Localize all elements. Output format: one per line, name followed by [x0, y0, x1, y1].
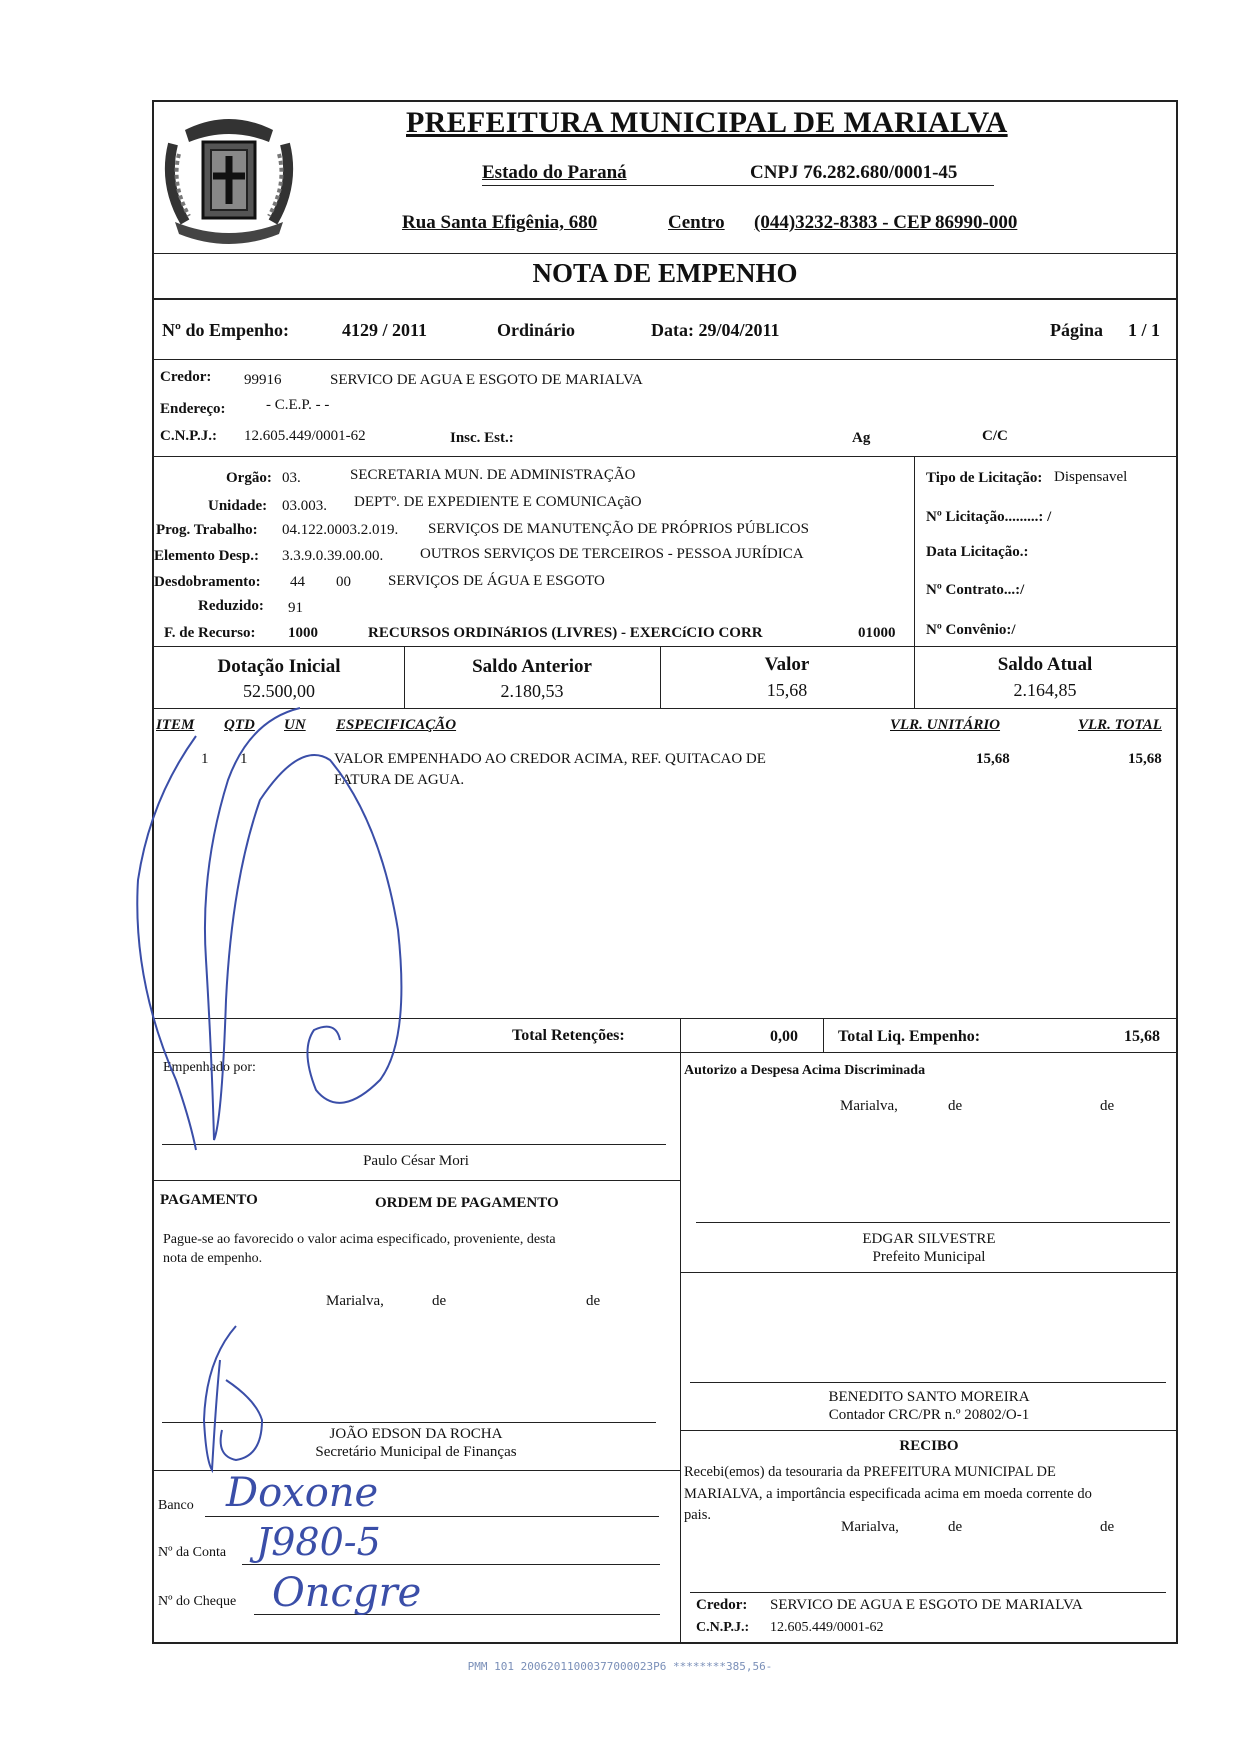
saldo-anterior-label: Saldo Anterior — [472, 656, 592, 677]
pagamento-de2: de — [586, 1293, 601, 1309]
recibo-text-line1: Recebi(emos) da tesouraria da PREFEITURA MUNICIPAL DE — [684, 1464, 1056, 1480]
contador-role: Contador CRC/PR n.º 20802/O-1 — [828, 1407, 1030, 1423]
credor-label: Credor: — [160, 369, 212, 385]
unidade-label: Unidade: — [208, 498, 268, 514]
municipality-title: PREFEITURA MUNICIPAL DE MARIALVA — [406, 106, 1008, 139]
prefeito-role: Prefeito Municipal — [872, 1249, 986, 1265]
saldo-atual-label: Saldo Atual — [997, 654, 1093, 675]
contador-name: BENEDITO SANTO MOREIRA — [828, 1389, 1030, 1405]
elemento-label: Elemento Desp.: — [154, 548, 259, 564]
secretario-name: JOÃO EDSON DA ROCHA — [329, 1426, 503, 1442]
recibo-label: RECIBO — [899, 1438, 959, 1454]
valor-label: Valor — [764, 654, 810, 675]
elemento-code: 3.3.9.0.39.00.00. — [282, 548, 384, 564]
autorizo-de1: de — [948, 1098, 963, 1114]
item-qtd: 1 — [240, 751, 248, 767]
saldo-atual-value: 2.164,85 — [1013, 680, 1077, 700]
pagamento-de1: de — [432, 1293, 447, 1309]
saldo-anterior-value: 2.180,53 — [500, 681, 564, 701]
unidade-code: 03.003. — [282, 498, 327, 514]
page-number: 1 / 1 — [1128, 320, 1161, 340]
pagamento-text-line1: Pague-se ao favorecido o valor acima especificado, proveniente, desta — [163, 1232, 556, 1247]
conta-corrente-label: C/C — [982, 428, 1008, 444]
item-vlr-total: 15,68 — [1128, 751, 1162, 767]
banco-label: Banco — [158, 1498, 194, 1513]
tipo-licitacao-value: Dispensavel — [1054, 469, 1128, 485]
handwritten-banco: Doxone — [226, 1470, 379, 1516]
reduzido-label: Reduzido: — [198, 598, 264, 614]
empenhado-por-name: Paulo César Mori — [363, 1153, 469, 1169]
recibo-text-line3: pais. — [684, 1507, 711, 1523]
valor-value: 15,68 — [766, 680, 808, 700]
items-col-item: ITEM — [156, 717, 195, 733]
data-licitacao: Data Licitação.: — [926, 544, 1029, 560]
pagamento-text-line2: nota de empenho. — [163, 1251, 263, 1266]
desdobramento-label: Desdobramento: — [154, 574, 261, 590]
address-street: Rua Santa Efigênia, 680 — [402, 212, 598, 233]
empenho-number: 4129 / 2011 — [342, 320, 428, 340]
item-vlr-unitario: 15,68 — [976, 751, 1010, 767]
orgao-name: SECRETARIA MUN. DE ADMINISTRAÇÃO — [350, 467, 636, 483]
page-label: Página — [1050, 320, 1104, 340]
prog-trabalho-label: Prog. Trabalho: — [156, 522, 258, 538]
item-number: 1 — [201, 751, 209, 767]
desdobramento-name: SERVIÇOS DE ÁGUA E ESGOTO — [388, 573, 605, 589]
recibo-cnpj-label: C.N.P.J.: — [696, 1620, 750, 1635]
fonte-recurso-code: 1000 — [288, 625, 318, 641]
dotacao-inicial-label: Dotação Inicial — [217, 656, 341, 677]
fonte-recurso-code2: 01000 — [858, 625, 896, 641]
ordem-pagamento-label: ORDEM DE PAGAMENTO — [375, 1195, 559, 1211]
recibo-text-line2: MARIALVA, a importância especificada acima em moeda corrente do — [684, 1486, 1092, 1502]
items-col-vlr-unitario: VLR. UNITÁRIO — [890, 717, 1001, 733]
total-liquido-label: Total Liq. Empenho: — [838, 1028, 981, 1045]
prefeito-name: EDGAR SILVESTRE — [862, 1231, 996, 1247]
pagamento-city: Marialva, — [326, 1293, 384, 1309]
prog-trabalho-code: 04.122.0003.2.019. — [282, 522, 399, 538]
desdobramento-code1: 44 — [290, 574, 305, 590]
items-col-un: UN — [284, 717, 306, 733]
coat-of-arms-seal — [155, 104, 303, 250]
credor-name: SERVICO DE AGUA E ESGOTO DE MARIALVA — [330, 372, 643, 388]
secretario-role: Secretário Municipal de Finanças — [315, 1444, 517, 1460]
insc-est-label: Insc. Est.: — [450, 430, 514, 446]
credor-cnpj: 12.605.449/0001-62 — [244, 428, 366, 444]
items-col-vlr-total: VLR. TOTAL — [1078, 717, 1162, 733]
autorizo-de2: de — [1100, 1098, 1115, 1114]
handwritten-conta: J980-5 — [256, 1520, 381, 1564]
orgao-label: Orgão: — [226, 470, 272, 486]
state-name: Estado do Paraná — [482, 162, 627, 183]
numero-contrato: Nº Contrato...:/ — [926, 582, 1025, 598]
recibo-de2: de — [1100, 1519, 1115, 1535]
unidade-name: DEPTº. DE EXPEDIENTE E COMUNICAçãO — [354, 494, 642, 510]
items-col-especificacao: ESPECIFICAÇÃO — [336, 717, 457, 733]
total-liquido-value: 15,68 — [1124, 1028, 1160, 1045]
address-phone-cep: (044)3232-8383 - CEP 86990-000 — [754, 212, 1018, 233]
recibo-cnpj: 12.605.449/0001-62 — [770, 1620, 884, 1635]
recibo-credor-name: SERVICO DE AGUA E ESGOTO DE MARIALVA — [770, 1597, 1083, 1613]
document-title: NOTA DE EMPENHO — [532, 258, 798, 288]
conta-label: Nº da Conta — [158, 1545, 227, 1560]
empenho-type: Ordinário — [497, 320, 576, 340]
agencia-label: Ag — [852, 430, 871, 446]
item-desc-line2: FATURA DE AGUA. — [334, 772, 465, 788]
prog-trabalho-name: SERVIÇOS DE MANUTENÇÃO DE PRÓPRIOS PÚBLICOS — [428, 521, 809, 537]
numero-convenio: Nº Convênio:/ — [926, 622, 1016, 638]
cnpj-prefeitura: CNPJ 76.282.680/0001-45 — [750, 162, 958, 183]
dotacao-inicial-value: 52.500,00 — [243, 681, 315, 701]
item-desc-line1: VALOR EMPENHADO AO CREDOR ACIMA, REF. QUITACAO DE — [334, 751, 766, 767]
empenho-number-label: Nº do Empenho: — [162, 320, 289, 340]
handwritten-cheque: Oncgre — [272, 1570, 422, 1616]
empenho-date: Data: 29/04/2011 — [651, 320, 780, 340]
fonte-recurso-name: RECURSOS ORDINáRIOS (LIVRES) - EXERCíCIO CORR — [368, 625, 763, 641]
fonte-recurso-label: F. de Recurso: — [164, 625, 256, 641]
total-retencoes-label: Total Retenções: — [512, 1027, 625, 1044]
orgao-code: 03. — [282, 470, 301, 486]
pagamento-label: PAGAMENTO — [160, 1192, 258, 1208]
endereco-label: Endereço: — [160, 401, 226, 417]
recibo-credor-label: Credor: — [696, 1597, 748, 1613]
empenhado-por-label: Empenhado por: — [163, 1060, 256, 1075]
recibo-city: Marialva, — [841, 1519, 899, 1535]
credor-code: 99916 — [244, 372, 282, 388]
reduzido-value: 91 — [288, 600, 303, 616]
desdobramento-code2: 00 — [336, 574, 351, 590]
credor-cnpj-label: C.N.P.J.: — [160, 428, 217, 444]
cheque-label: Nº do Cheque — [158, 1594, 237, 1609]
footer-print-code: PMM 101 20062011000377000023P6 ********385,56- — [467, 1660, 773, 1673]
items-col-qtd: QTD — [224, 717, 255, 733]
tipo-licitacao-label: Tipo de Licitação: — [926, 470, 1043, 486]
endereco-value: - C.E.P. - - — [266, 397, 330, 413]
numero-licitacao: Nº Licitação.........: / — [926, 509, 1052, 525]
recibo-de1: de — [948, 1519, 963, 1535]
elemento-name: OUTROS SERVIÇOS DE TERCEIROS - PESSOA JURÍDICA — [420, 546, 804, 562]
address-district: Centro — [668, 212, 725, 233]
total-retencoes-value: 0,00 — [770, 1028, 798, 1045]
autorizo-city: Marialva, — [840, 1098, 898, 1114]
autorizo-label: Autorizo a Despesa Acima Discriminada — [684, 1063, 926, 1078]
